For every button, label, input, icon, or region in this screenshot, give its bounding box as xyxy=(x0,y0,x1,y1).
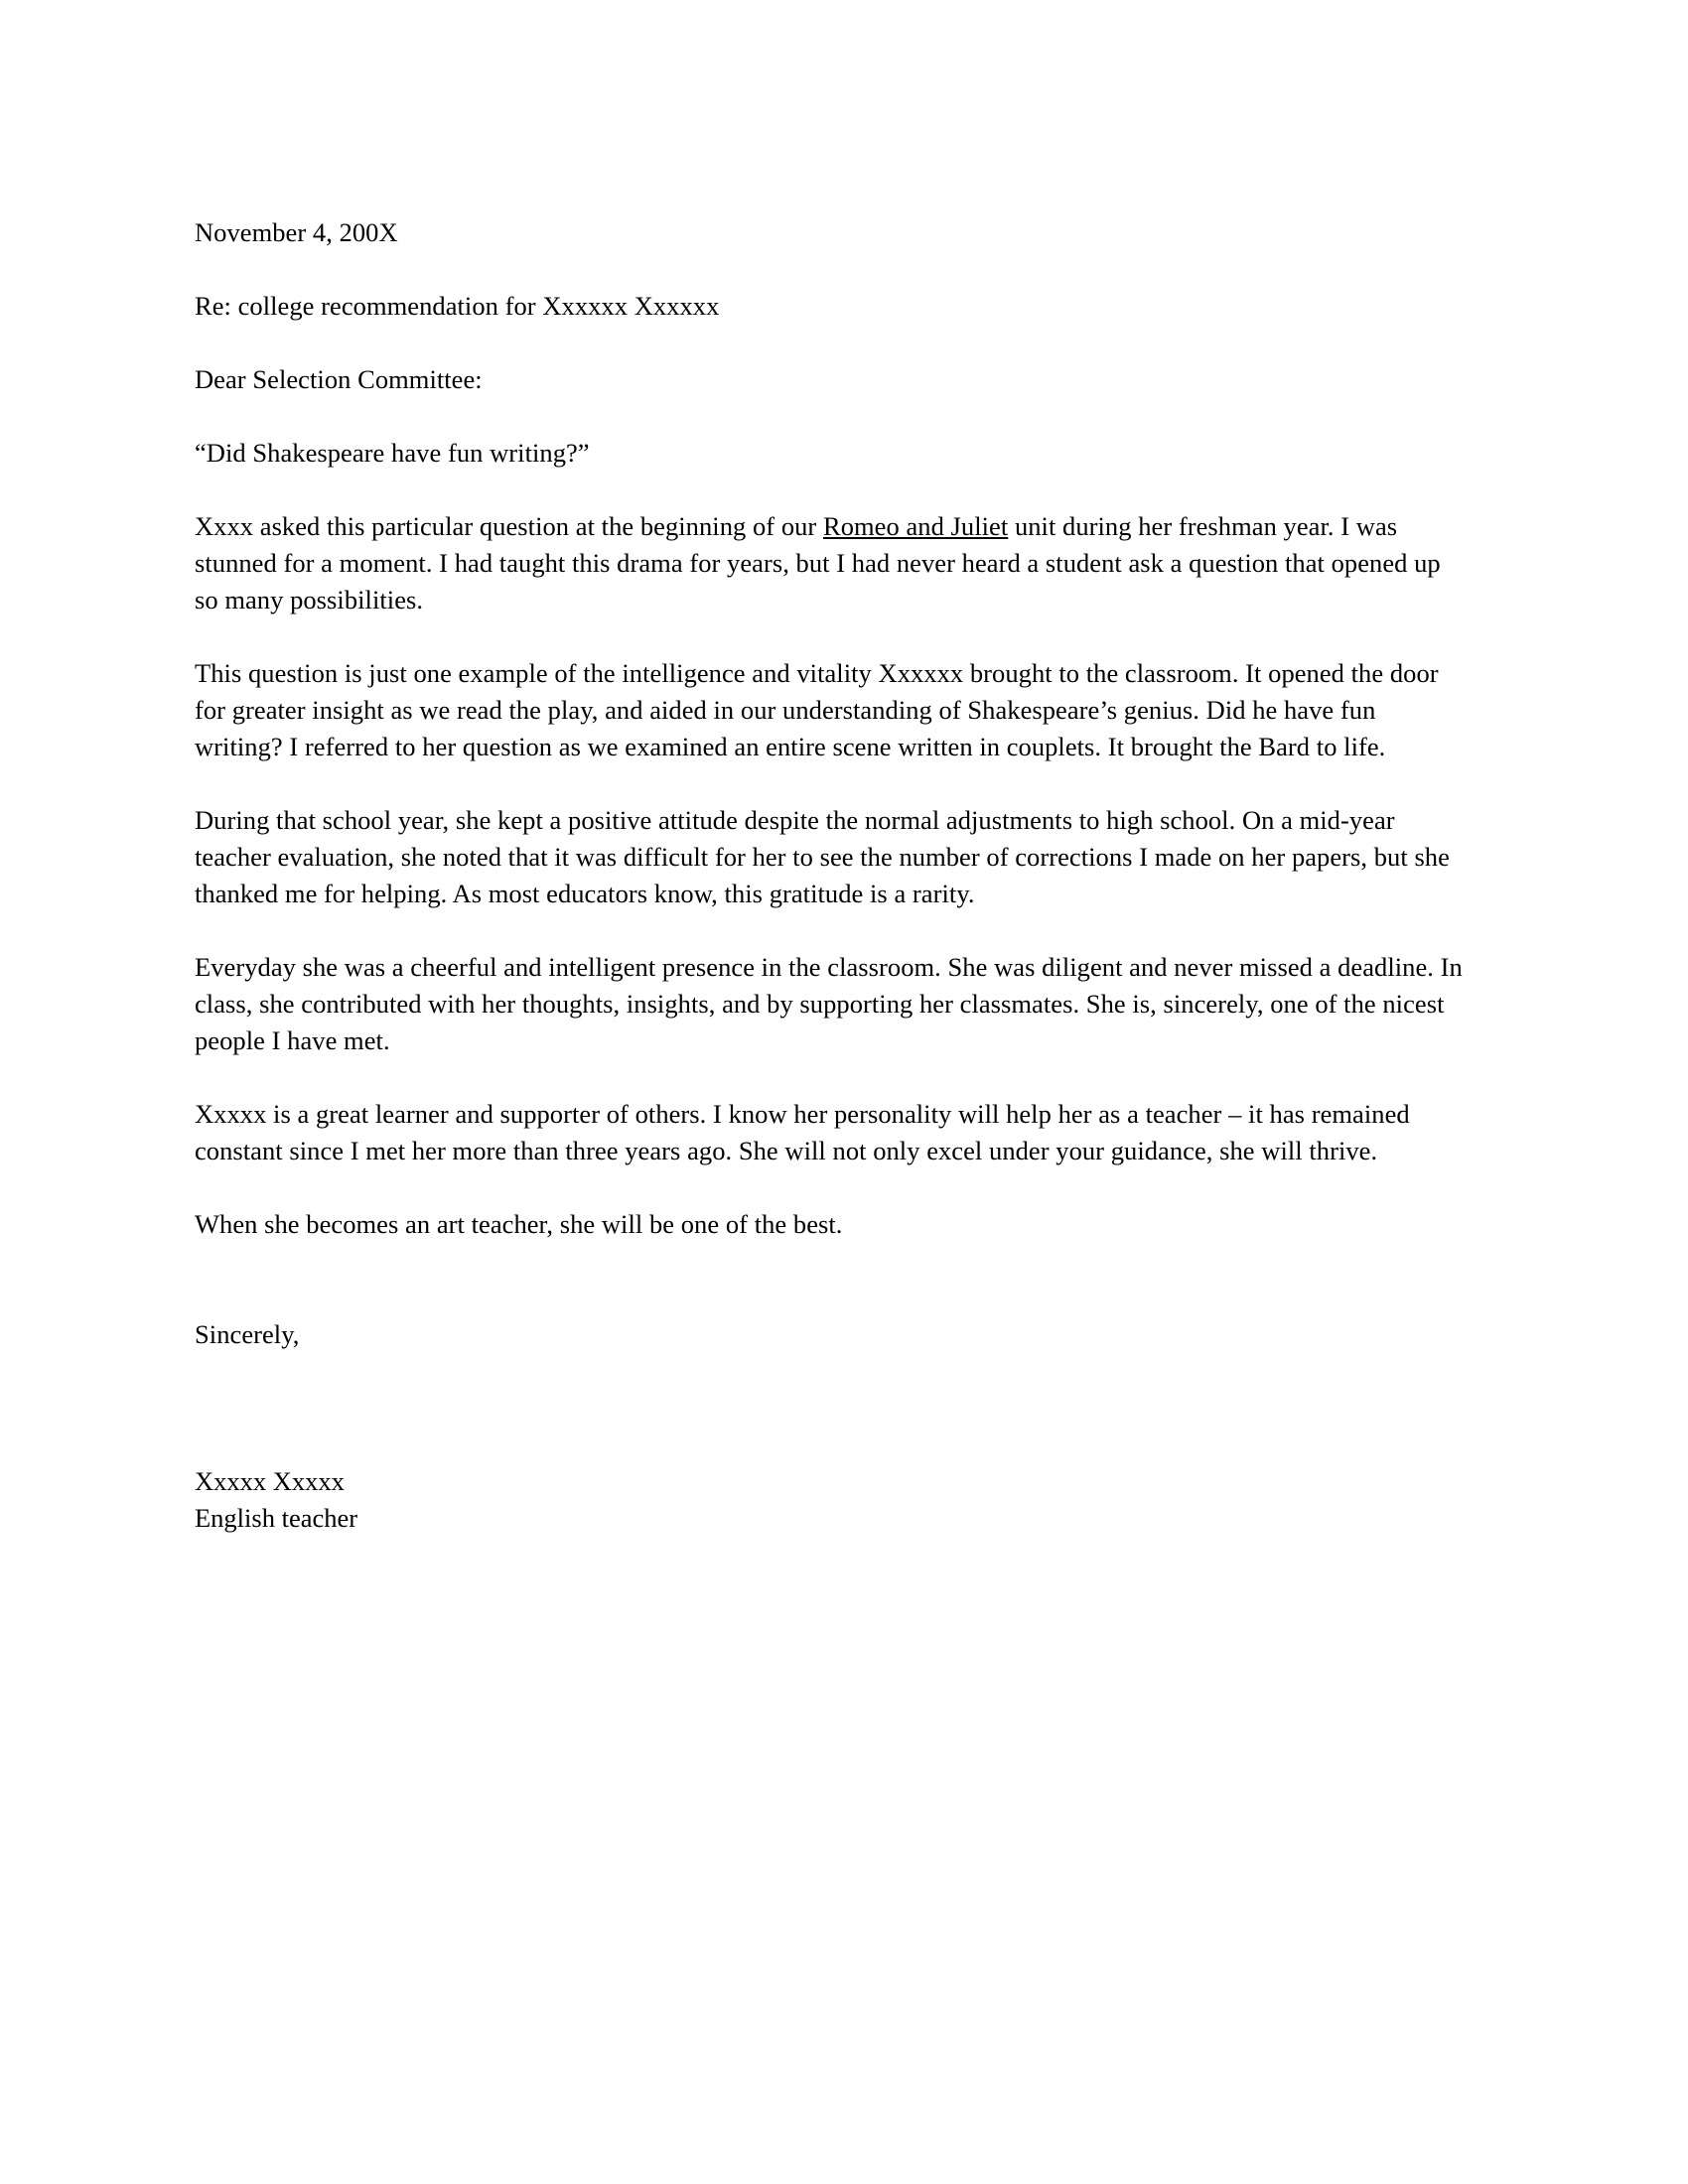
paragraph-3: During that school year, she kept a positive attitude despite the normal adjustments to high school. On a mid-year teacher evaluation, she noted that it was difficult for her to see the number of corrections I made on her papers, but she thanked me for helping. As most educators know, this gratitude is a rarity. xyxy=(195,805,1450,908)
paragraph-4: Everyday she was a cheerful and intelligent presence in the classroom. She was diligent and never missed a deadline. In class, she contributed with her thoughts, insights, and by supporting her classmates. She is, sincerely, one of the nicest people I have met. xyxy=(195,952,1463,1055)
paragraph-1-text-before-title: Xxxx asked this particular question at the beginning of our xyxy=(195,511,823,541)
paragraph-1 xyxy=(195,508,1464,618)
play-title-romeo-and-juliet: Romeo and Juliet xyxy=(822,511,1009,541)
paragraph-2: This question is just one example of the intelligence and vitality Xxxxxx brought to the classroom. It opened the door for greater insight as we read the play, and aided in our understanding of Shakespeare’s genius. Did he have fun writing? I referred to her question as we examined an entire scene written in couplets. It brought the Bard to life. xyxy=(195,658,1439,761)
opening-quote: “Did Shakespeare have fun writing?” xyxy=(195,438,590,468)
paragraph-6: When she becomes an art teacher, she will be one of the best. xyxy=(195,1209,843,1239)
letter-date: November 4, 200X xyxy=(195,217,398,247)
signer-name: Xxxxx Xxxxx xyxy=(195,1466,345,1496)
salutation: Dear Selection Committee: xyxy=(195,364,483,394)
paragraph-1-text-after-title: unit during her freshman year. I was stunned for a moment. I had taught this drama for years, but I had never heard a student ask a question that opened up so many possibilities. xyxy=(195,511,1441,614)
subject-line: Re: college recommendation for Xxxxxx Xxxxxx xyxy=(195,291,720,321)
letter-content xyxy=(195,214,1464,1537)
valediction: Sincerely, xyxy=(195,1319,300,1349)
signer-title: English teacher xyxy=(195,1503,358,1533)
paragraph-5: Xxxxx is a great learner and supporter of others. I know her personality will help her as a teacher – it has remained constant since I met her more than three years ago. She will not only excel under your guidance, she will thrive. xyxy=(195,1099,1410,1165)
